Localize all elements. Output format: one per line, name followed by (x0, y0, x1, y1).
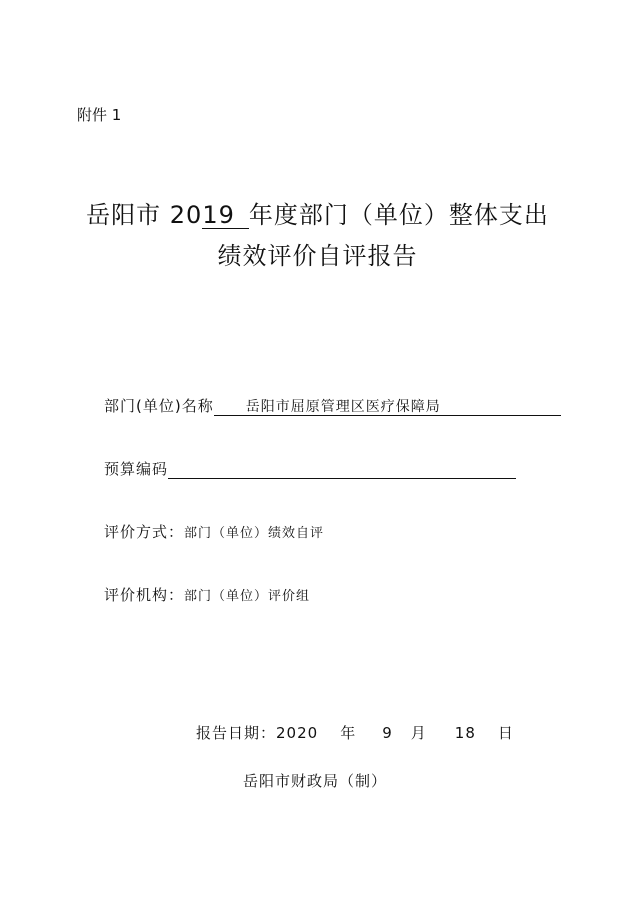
evaluation-org-value: 部门（单位）评价组 (184, 589, 311, 604)
title-year-underlined: 19 (202, 203, 249, 229)
report-title-line1 (0, 195, 635, 230)
report-date-month-unit: 月 (410, 724, 427, 742)
title-rest: 年度部门（单位）整体支出 (248, 201, 549, 229)
evaluation-method-value: 部门（单位）绩效自评 (184, 526, 325, 541)
report-date-year-unit: 年 (340, 724, 357, 742)
report-date-label: 报告日期： (196, 724, 277, 742)
attachment-label: 附件 1 (77, 106, 122, 124)
dept-name-field (104, 395, 561, 416)
report-title-line2: 绩效评价自评报告 (217, 242, 418, 270)
dept-name-value: 岳阳市屈原管理区医疗保障局 (214, 398, 561, 416)
evaluation-org-label: 评价机构： (104, 586, 185, 604)
budget-code-field (104, 458, 516, 479)
budget-code-value (168, 460, 516, 479)
report-date (196, 722, 514, 743)
report-date-day: 18 (454, 724, 476, 742)
dept-name-label: 部门(单位)名称 (104, 397, 214, 415)
report-date-year: 2020 (276, 724, 319, 742)
evaluation-method-field (104, 521, 324, 542)
title-prefix: 岳阳市 20 (86, 201, 203, 229)
evaluation-method-label: 评价方式： (104, 523, 185, 541)
budget-code-label: 预算编码 (104, 460, 169, 478)
issuer-label: 岳阳市财政局（制） (243, 772, 388, 790)
evaluation-org-field (104, 584, 310, 605)
report-date-day-unit: 日 (497, 724, 514, 742)
report-date-month: 9 (382, 724, 393, 742)
